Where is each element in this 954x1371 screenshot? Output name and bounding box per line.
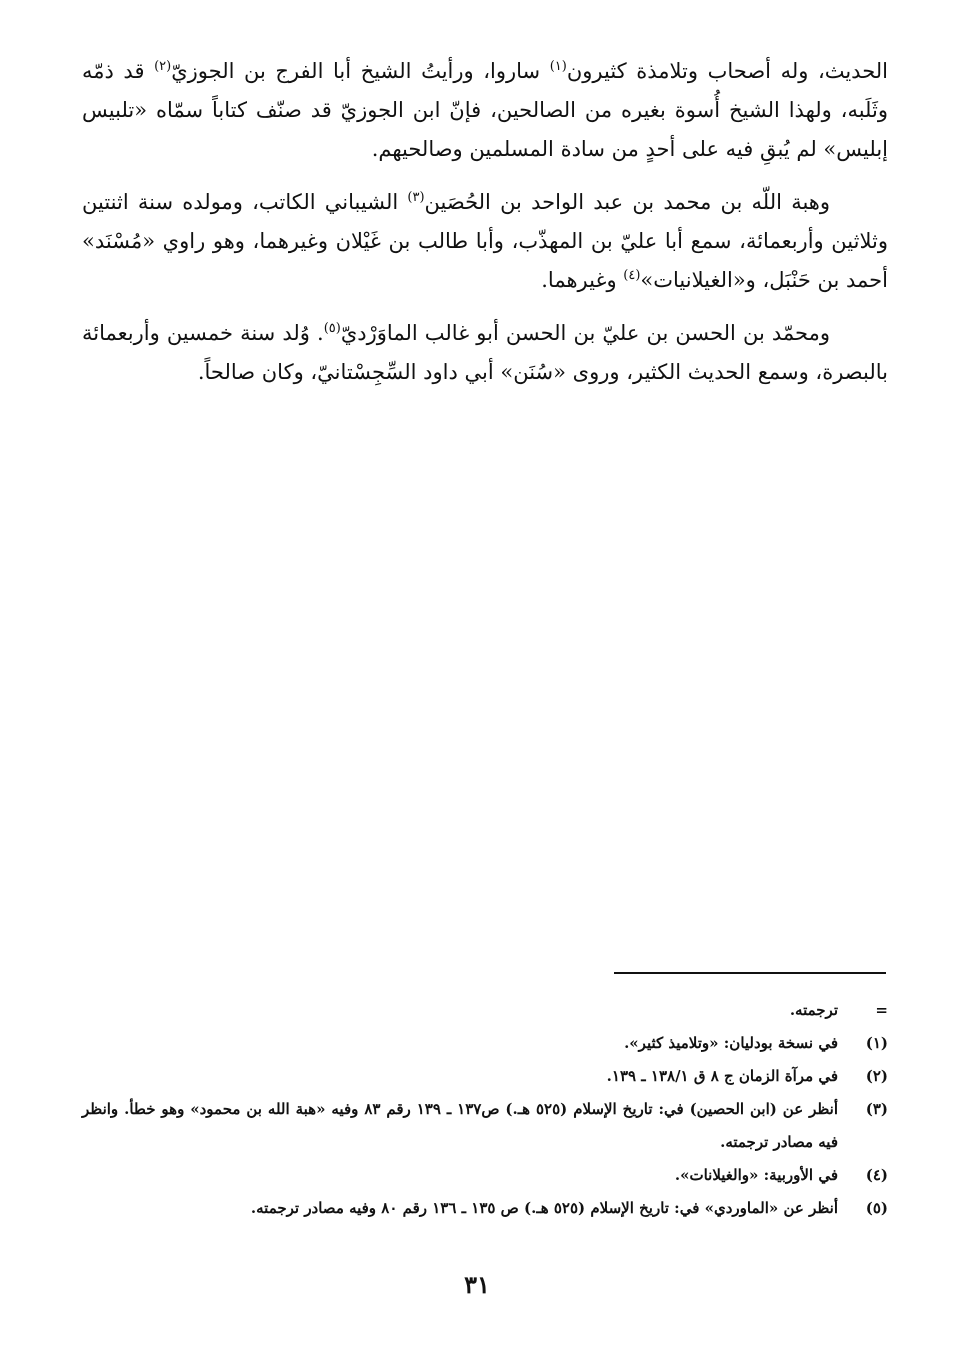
footnote-text: أنظر عن «الماوردي» في: تاريخ الإسلام (٥٢٥ هـ.) ص ١٣٥ ـ ١٣٦ رقم ٨٠ وفيه مصادر ترجمته. [250, 1199, 838, 1217]
paragraph-text: الحديث، وله أصحاب وتلامذة كثيرون [566, 59, 888, 83]
footnote-4 [82, 1159, 888, 1192]
paragraph-text: قد ذمّه وثَلَبه، ولهذا الشيخ أُسوة بغيره من الصالحين، فإنّ ابن الجوزيّ قد صنّف كتاباً سمّاه «تلبيس إبليس» لم يُبقِ فيه على أحدٍ من سادة المسلمين وصالحيهم. [82, 59, 888, 161]
footnote-number: (١) [865, 1034, 888, 1052]
footnote-text: أنظر عن (ابن الحصين) في: تاريخ الإسلام (٥٢٥ هـ.) ص١٣٧ ـ ١٣٩ رقم ٨٣ وفيه «هبة الله بن محمود» وهو خطأ. وانظر فيه مصادر ترجمته. [82, 1100, 839, 1151]
footnote-number: (٢) [865, 1067, 888, 1085]
footnote-reference: (٤) [623, 268, 641, 283]
footnotes [82, 994, 888, 1225]
footnote-number: (٥) [865, 1199, 888, 1217]
footnote-number: (٣) [865, 1100, 888, 1118]
footnote-5 [82, 1192, 888, 1225]
footnote-reference: (١) [549, 59, 567, 74]
paragraph-3 [82, 314, 888, 392]
footnote-continuation [82, 994, 888, 1027]
footnote-reference: (٥) [323, 321, 341, 336]
footnote-number: = [875, 1001, 888, 1019]
footnote-separator [614, 972, 886, 974]
footnote-3 [82, 1093, 888, 1159]
footnote-text: في نسخة بودليان: «وتلاميذ كثير». [624, 1034, 838, 1052]
page-number: ٣١ [464, 1270, 490, 1299]
footnote-1 [82, 1027, 888, 1060]
paragraph-text: وهبة اللّه بن محمد بن عبد الواحد بن الحُصَين [424, 190, 831, 214]
paragraph-text: وغيرهما. [541, 268, 624, 292]
footnote-2 [82, 1060, 888, 1093]
footnote-text: ترجمته. [789, 1001, 838, 1019]
footnote-reference: (٣) [407, 190, 425, 205]
paragraph-text: الشيباني الكاتب، ومولده سنة اثنتين وثلاثين وأربعمائة، سمع أبا عليّ بن المهذّب، وأبا طالب بن غَيْلان وغيرهما، وهو راوي «مُسْنَد» أحمد بن حَنْبَل، و«الغيلانيات» [82, 190, 888, 292]
paragraph-text: . وُلد سنة خمسين وأربعمائة بالبصرة، وسمع الحديث الكثير، وروى «سُنَن» أبي داود السِّجِسْتانيّ، وكان صالحاً. [82, 321, 888, 384]
footnote-reference: (٢) [154, 59, 172, 74]
paragraph-2 [82, 183, 888, 300]
paragraph-1 [82, 52, 888, 169]
paragraph-text: ومحمّد بن الحسن بن عليّ بن الحسن أبو غالب الماوَرْديّ [340, 321, 831, 345]
footnote-text: في الأوربية: «والغيلانات». [674, 1166, 838, 1184]
main-text [82, 52, 888, 406]
footnote-number: (٤) [865, 1166, 888, 1184]
paragraph-text: ساروا، ورأيتُ الشيخ أبا الفرج بن الجوزيّ [171, 59, 550, 83]
footnote-text: في مرآة الزمان ج ٨ ق ١٣٨/١ ـ ١٣٩. [606, 1067, 838, 1085]
